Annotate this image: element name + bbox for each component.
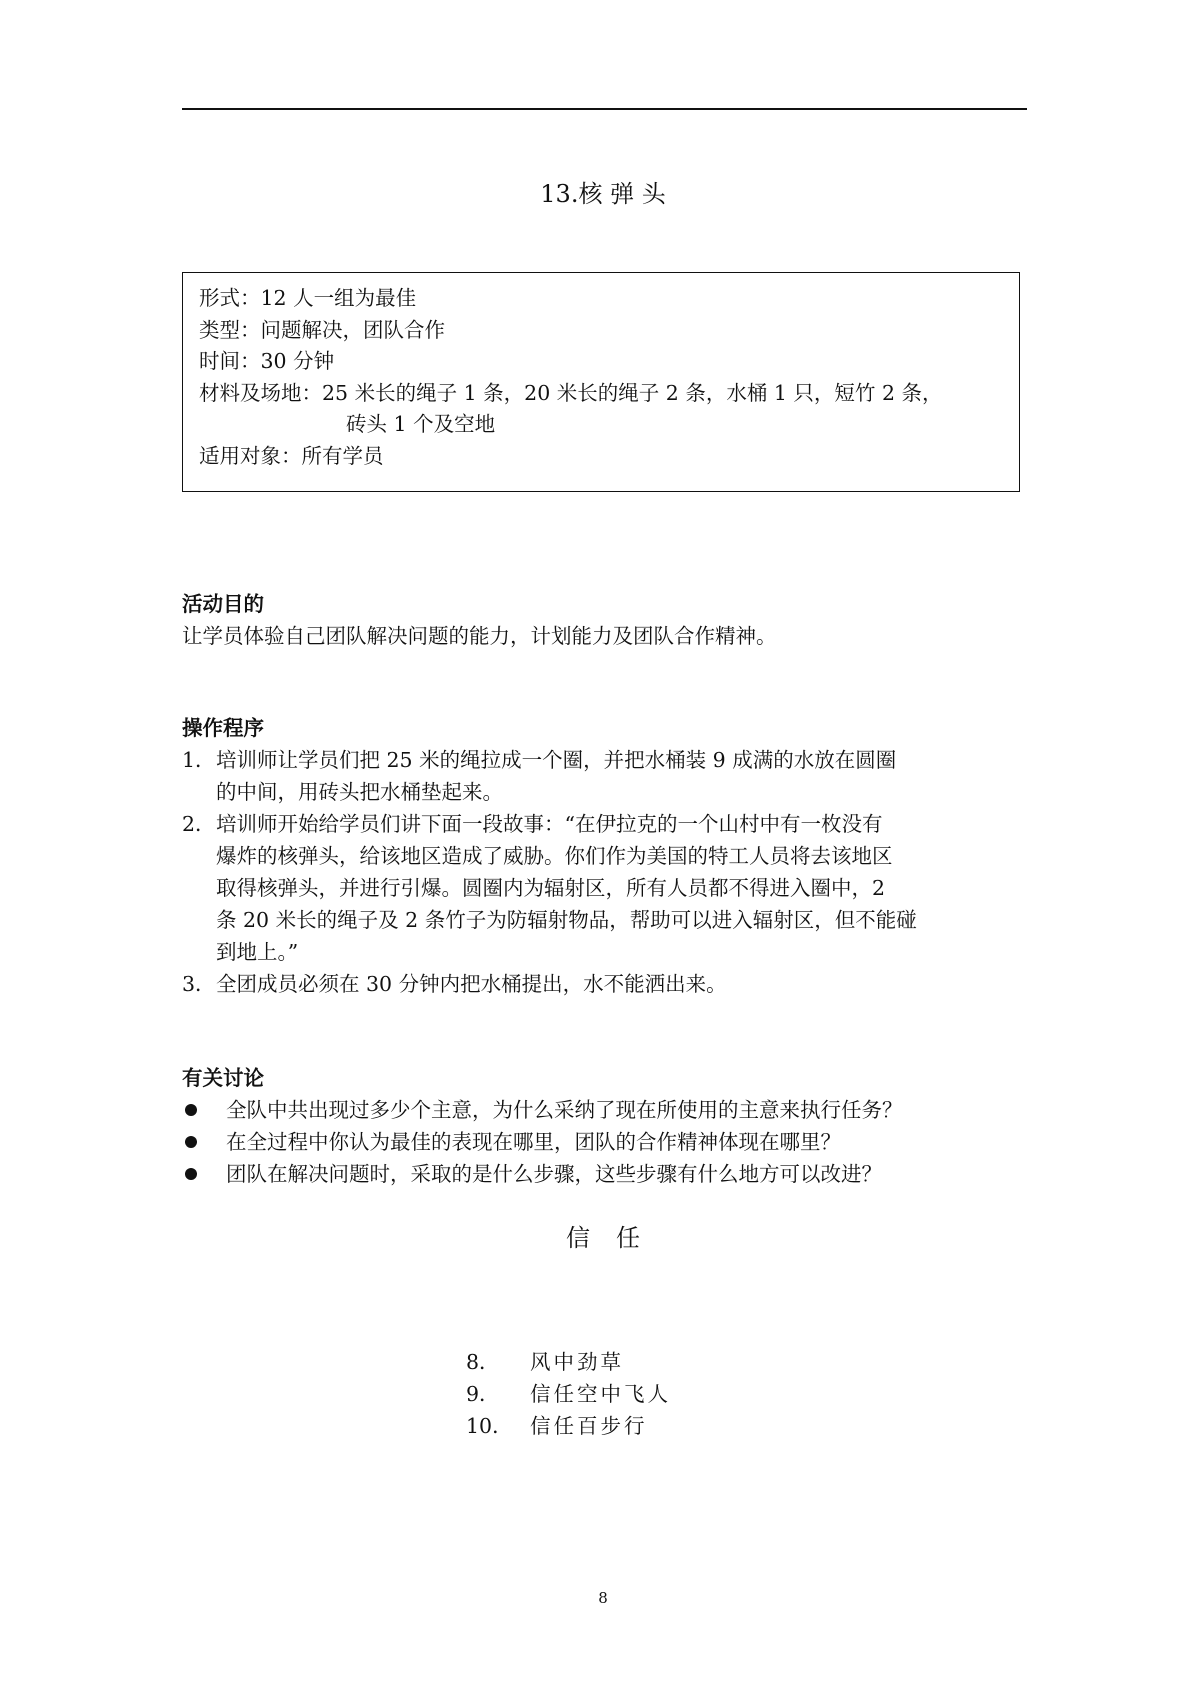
objective-text: 让学员体验自己团队解决问题的能力，计划能力及团队合作精神。 [182,624,777,648]
discussion-section [182,1062,1027,1190]
info-type: 类型：问题解决，团队合作 [199,317,445,342]
discussion-text: 在全过程中你认为最佳的表现在哪里，团队的合作精神体现在哪里？ [226,1130,841,1154]
info-time: 时间：30 分钟 [199,349,335,373]
procedure-heading: 操作程序 [182,716,264,740]
procedure-step [182,744,1027,808]
trust-section-heading: 信任 [566,1224,666,1252]
step-text: 爆炸的核弹头，给该地区造成了威胁。你们作为美国的特工人员将去该地区 [216,844,893,868]
step-text: 的中间，用砖头把水桶垫起来。 [216,780,503,804]
info-form: 形式：12 人一组为最佳 [199,286,417,310]
objective-section [182,588,1027,652]
step-number: 1． [182,748,216,772]
step-number: 3． [182,972,216,996]
toc-number: 10． [466,1414,513,1438]
procedure-section [182,712,1027,1000]
page-number: 8 [598,1589,608,1607]
step-text: 培训师开始给学员们讲下面一段故事：“在伊拉克的一个山村中有一枚没有 [216,812,883,836]
objective-heading: 活动目的 [182,592,264,616]
toc-label: 风中劲草 [530,1350,624,1374]
activity-info-box [182,272,1020,492]
toc-label: 信任百步行 [530,1414,648,1438]
discussion-item [182,1094,1027,1126]
header-rule [182,108,1027,110]
discussion-text: 全队中共出现过多少个主意，为什么采纳了现在所使用的主意来执行任务？ [226,1098,903,1122]
discussion-item [182,1126,1027,1158]
procedure-step [182,968,1027,1000]
toc-number: 8． [466,1350,500,1374]
bullet-icon [185,1104,197,1116]
step-text: 培训师让学员们把 25 米的绳拉成一个圈，并把水桶装 9 成满的水放在圆圈 [216,748,897,772]
info-materials-continued: 砖头 1 个及空地 [346,412,496,436]
info-materials: 材料及场地：25 米长的绳子 1 条，20 米长的绳子 2 条，水桶 1 只，短竹 2 条， [199,380,943,405]
step-text: 全团成员必须在 30 分钟内把水桶提出，水不能洒出来。 [216,972,727,996]
info-audience: 适用对象：所有学员 [199,443,384,468]
bullet-icon [185,1168,197,1180]
page-title: 13.核 弹 头 [540,180,666,208]
toc-label: 信任空中飞人 [530,1382,671,1406]
discussion-text: 团队在解决问题时，采取的是什么步骤，这些步骤有什么地方可以改进？ [226,1162,882,1186]
discussion-item [182,1158,1027,1190]
step-text: 条 20 米长的绳子及 2 条竹子为防辐射物品，帮助可以进入辐射区，但不能碰 [216,908,917,932]
step-text: 到地上。” [216,940,299,964]
toc-number: 9． [466,1382,500,1406]
step-number: 2． [182,812,216,836]
bullet-icon [185,1136,197,1148]
step-text: 取得核弹头，并进行引爆。圆圈内为辐射区，所有人员都不得进入圈中，2 [216,876,886,900]
discussion-heading: 有关讨论 [182,1066,264,1090]
procedure-step [182,808,1027,968]
